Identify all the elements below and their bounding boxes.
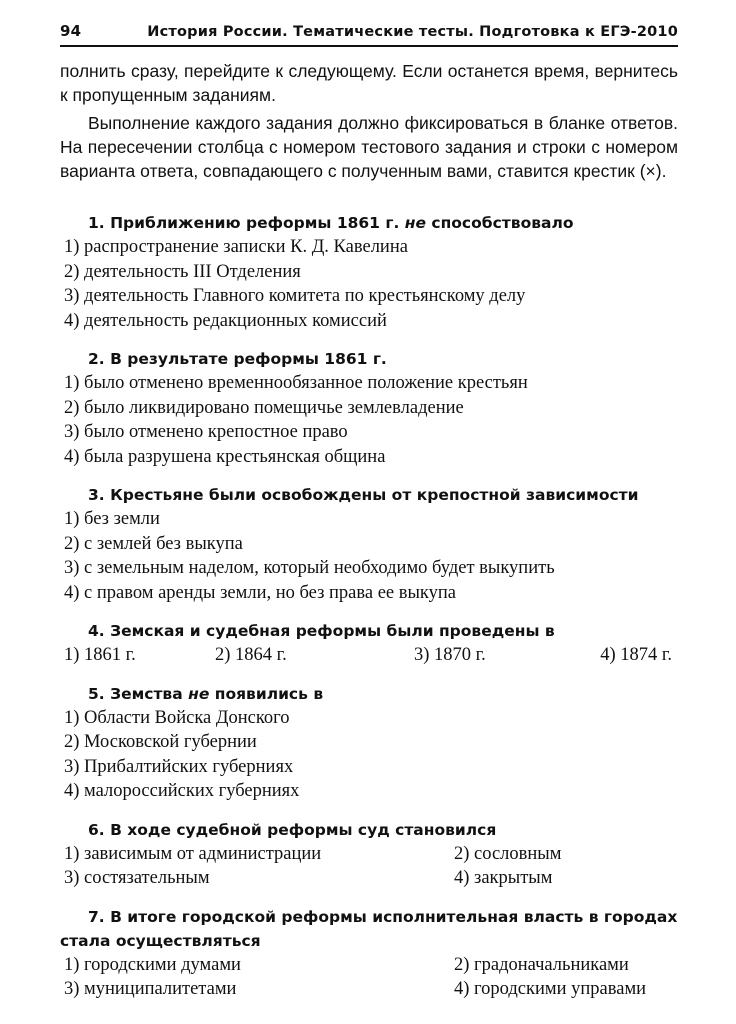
page-number: 94 [60,22,82,40]
answer-option: 1) было отменено временнообязанное положение крестьян [64,373,528,393]
answer-option: 1) без земли [64,509,160,529]
answer-option: 1) Области Войска Донского [64,707,290,728]
book-page [60,22,678,1002]
question-title: 7. В итоге городской реформы исполнительная власть в городах стала осуществляться [60,907,678,950]
page-header [60,22,678,47]
question-3 [60,483,678,605]
question-6 [60,818,678,891]
answer-option: 2) градоначальниками [454,954,629,975]
running-title: История России. Тематические тесты. Подготовка к ЕГЭ-2010 [147,24,678,40]
answer-option: 4) малороссийских губерниях [64,781,300,801]
question-title: 5. Земства не появились в [88,684,324,703]
answer-options [60,842,678,891]
answer-option: 3) было отменено крепостное право [64,422,348,442]
answer-option: 3) 1870 г. [414,645,486,665]
answer-options [60,706,678,804]
answer-option: 3) муниципалитетами [64,979,237,999]
question-title: 2. В результате реформы 1861 г. [88,350,387,368]
answer-option: 2) сословным [454,843,562,864]
answer-option: 3) состязательным [64,868,210,888]
answer-option: 1) 1861 г. [64,645,136,665]
question-title: 3. Крестьяне были освобождены от крепостной зависимости [88,486,639,504]
answer-options [60,953,678,1002]
question-5 [60,682,678,804]
answer-options [60,235,678,333]
question-2 [60,347,678,469]
question-title: 6. В ходе судебной реформы суд становился [88,820,497,839]
answer-option: 3) с земельным наделом, который необходимо будет выкупить [64,558,555,578]
answer-option: 1) городскими думами [64,954,241,975]
answer-option: 4) была разрушена крестьянская община [64,446,386,467]
instructions-paragraph: Выполнение каждого задания должно фиксироваться в бланке ответов. На пересечении столбца с номером тестового задания и строки с номером варианта ответа, совпадающего с полученным вами, ставится крестик (×). [60,113,678,181]
answer-option: 3) Прибалтийских губерниях [64,756,294,777]
answer-option: 1) зависимым от администрации [64,843,322,864]
emphasis-word: не [404,214,426,232]
answer-options [60,643,678,668]
question-title: 1. Приближению реформы 1861 г. не способствовало [88,214,574,232]
answer-option: 2) с землей без выкупа [64,533,243,554]
answer-option: 4) 1874 г. [600,645,672,665]
answer-option: 2) Московской губернии [64,732,257,752]
answer-option: 2) было ликвидировано помещичье землевладение [64,397,464,418]
answer-option: 4) с правом аренды земли, но без права ее выкупа [64,582,457,603]
answer-options [60,507,678,605]
question-title: 4. Земская и судебная реформы были проведены в [88,622,555,640]
question-1 [60,211,678,333]
answer-option: 1) распространение записки К. Д. Кавелина [64,237,408,257]
instructions-paragraph: полнить сразу, перейдите к следующему. Если останется время, вернитесь к пропущенным заданиям. [60,61,678,105]
instructions [60,59,678,183]
answer-option: 2) деятельность III Отделения [64,261,301,282]
emphasis-word: не [188,684,210,703]
answer-option: 4) закрытым [454,868,553,888]
answer-options [60,371,678,469]
answer-option: 3) деятельность Главного комитета по крестьянскому делу [64,286,526,306]
answer-option: 2) 1864 г. [215,645,287,665]
question-7 [60,905,678,1002]
question-4 [60,619,678,668]
answer-option: 4) деятельность редакционных комиссий [64,310,387,331]
answer-option: 4) городскими управами [454,979,647,999]
